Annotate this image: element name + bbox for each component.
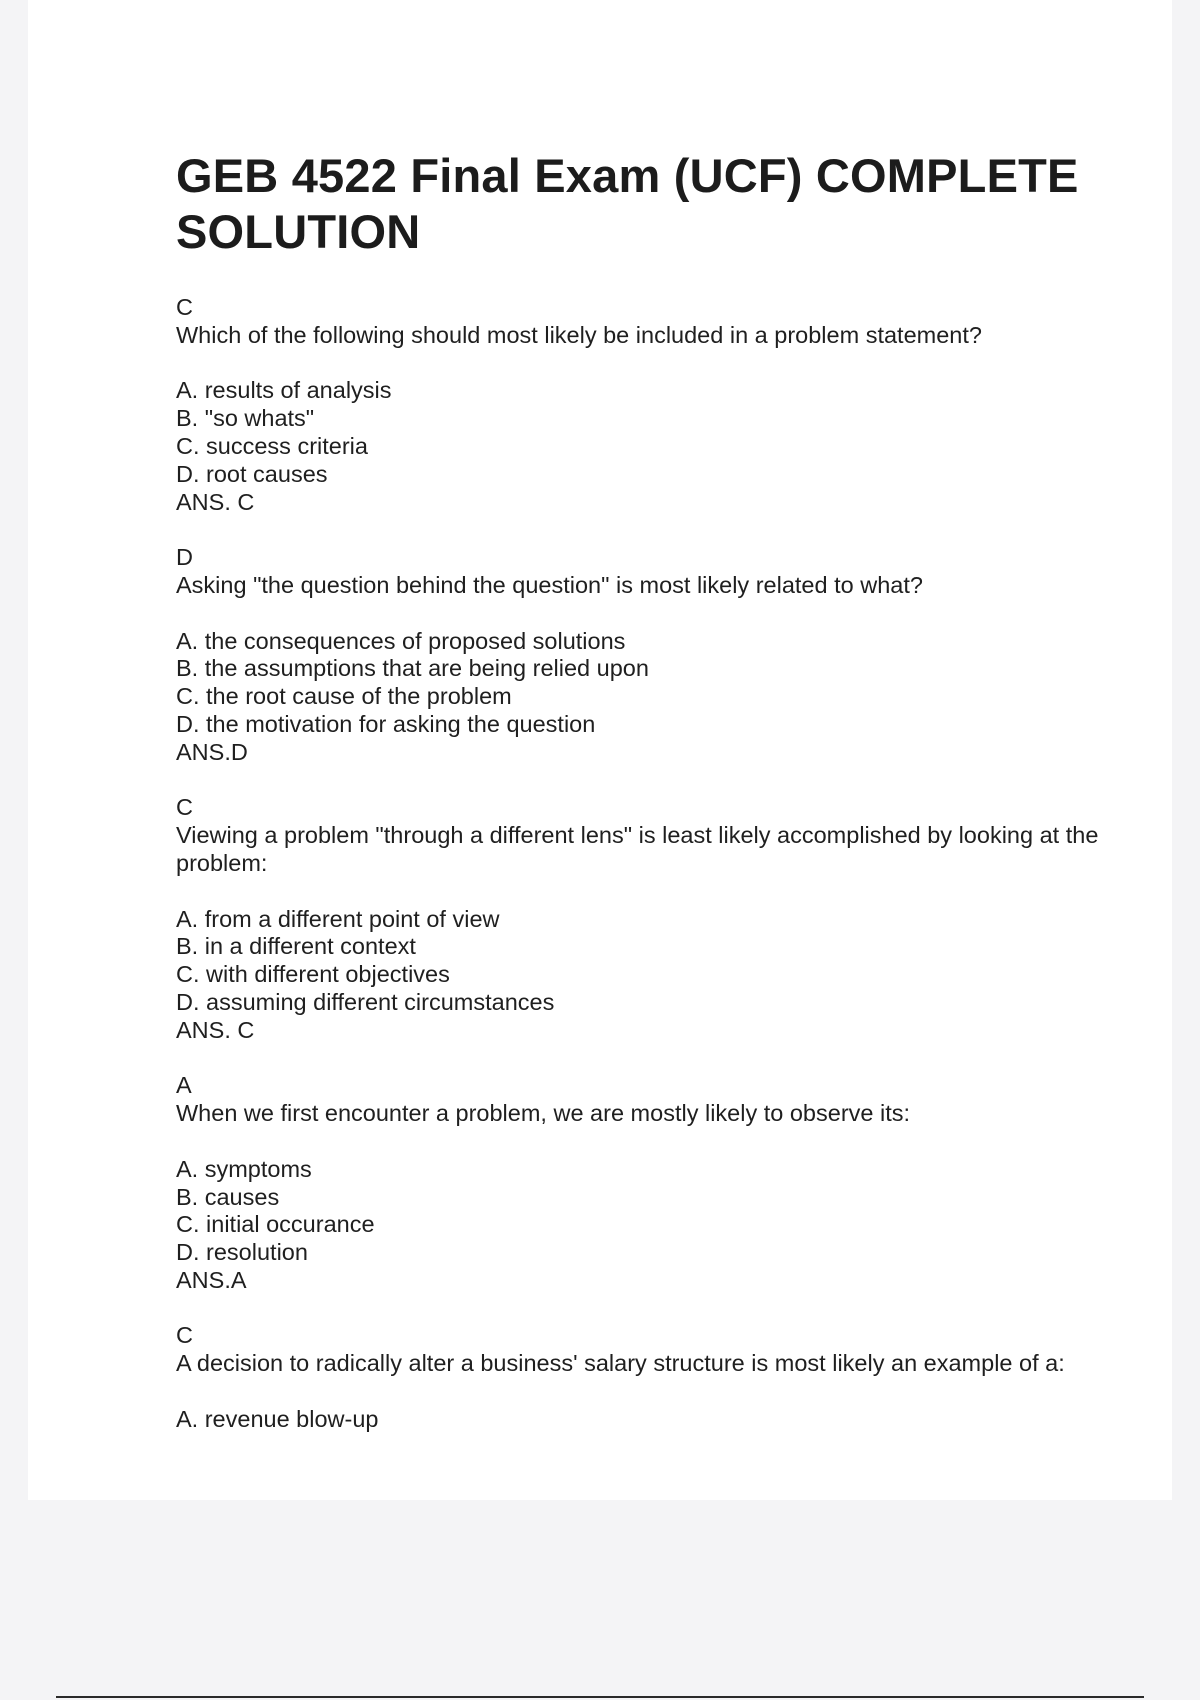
option-item: B. causes [176, 1183, 280, 1210]
question-block [176, 1072, 1116, 1294]
answer-line: ANS.D [176, 738, 248, 765]
option-item: C. the root cause of the problem [176, 683, 512, 710]
document-title: GEB 4522 Final Exam (UCF) COMPLETE SOLUTION [176, 149, 1079, 258]
option-list [176, 1406, 1116, 1434]
option-item: A. the consequences of proposed solutions [176, 627, 626, 654]
question-block [176, 794, 1116, 1044]
option-item: B. the assumptions that are being relied upon [176, 655, 649, 682]
answer-line: ANS. C [176, 488, 255, 515]
option-list [176, 1156, 1116, 1267]
option-item: A. results of analysis [176, 377, 392, 404]
option-item: A. from a different point of view [176, 905, 500, 932]
answer-line: ANS.A [176, 1266, 247, 1293]
question-text: Which of the following should most likely be included in a problem statement? [176, 321, 982, 348]
spacer [176, 600, 1116, 628]
document-content [176, 148, 1116, 1461]
option-item: C. initial occurance [176, 1211, 375, 1238]
document-page [28, 0, 1172, 1500]
option-item: D. resolution [176, 1239, 308, 1266]
option-item: D. assuming different circumstances [176, 988, 555, 1015]
answer-letter: D [176, 544, 193, 571]
option-item: A. symptoms [176, 1155, 312, 1182]
question-block [176, 544, 1116, 766]
question-text: Asking "the question behind the question" is most likely related to what? [176, 571, 923, 598]
spacer [176, 878, 1116, 906]
option-item: B. in a different context [176, 933, 416, 960]
answer-letter: A [176, 1072, 192, 1099]
question-text: When we first encounter a problem, we are mostly likely to observe its: [176, 1100, 911, 1127]
option-item: A. revenue blow-up [176, 1405, 379, 1432]
spacer [176, 1128, 1116, 1156]
option-list [176, 377, 1116, 488]
page-divider [56, 1696, 1144, 1698]
answer-letter: C [176, 1322, 193, 1349]
option-item: C. with different objectives [176, 961, 450, 988]
option-item: C. success criteria [176, 432, 368, 459]
option-list [176, 906, 1116, 1017]
option-item: D. the motivation for asking the question [176, 710, 596, 737]
spacer [176, 350, 1116, 378]
answer-line: ANS. C [176, 1016, 255, 1043]
question-text: Viewing a problem "through a different lens" is least likely accomplished by looking at the problem: [176, 822, 1105, 876]
option-list [176, 628, 1116, 739]
option-item: D. root causes [176, 460, 328, 487]
question-block [176, 1322, 1116, 1433]
option-item: B. "so whats" [176, 405, 315, 432]
spacer [176, 1378, 1116, 1406]
answer-letter: C [176, 294, 193, 320]
question-text: A decision to radically alter a business' salary structure is most likely an example of a: [176, 1350, 1065, 1377]
question-block [176, 294, 1116, 516]
answer-letter: C [176, 794, 193, 821]
